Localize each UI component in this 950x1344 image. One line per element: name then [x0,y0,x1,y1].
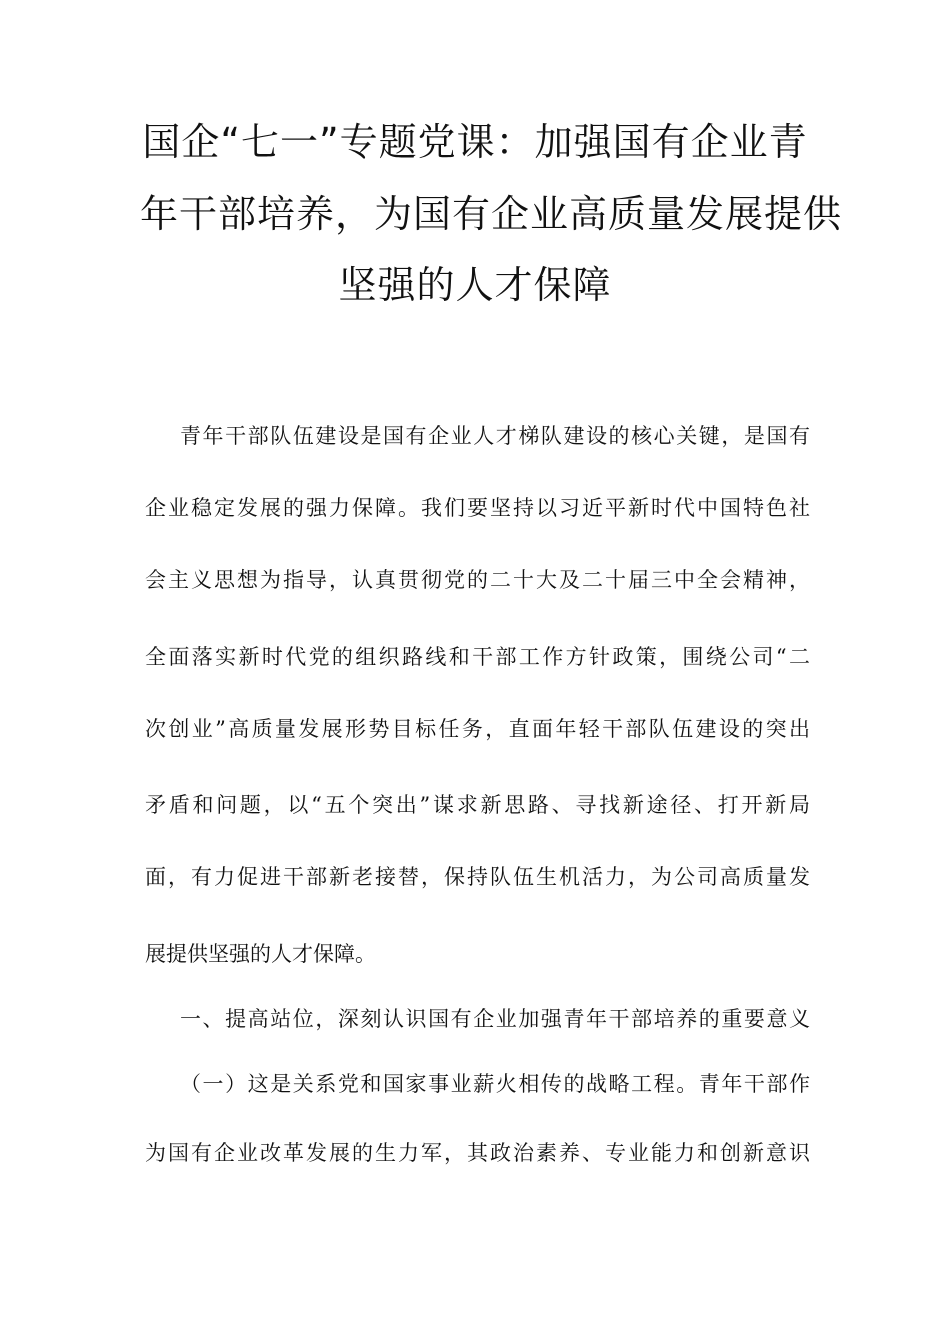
intro-line: 次创业”高质量发展形势目标任务，直面年轻干部队伍建设的突出 [145,717,810,741]
section-line: （一）这是关系党和国家事业薪火相传的战略工程。青年干部作 [180,1072,810,1096]
intro-line: 面，有力促进干部新老接替，保持队伍生机活力，为公司高质量发 [145,865,810,889]
intro-line: 青年干部队伍建设是国有企业人才梯队建设的核心关键，是国有 [180,424,810,448]
title-line-1: 国企“七一”专题党课：加强国有企业青 [142,120,808,164]
intro-line: 会主义思想为指导，认真贯彻党的二十大及二十届三中全会精神， [145,568,810,592]
intro-line: 全面落实新时代党的组织路线和干部工作方针政策，围绕公司“二 [145,645,810,669]
intro-line: 企业稳定发展的强力保障。我们要坚持以习近平新时代中国特色社 [145,496,810,520]
title-line-3: 坚强的人才保障 [338,263,612,307]
section-line: 为国有企业改革发展的生力军，其政治素养、专业能力和创新意识 [145,1141,810,1165]
intro-line: 矛盾和问题，以“五个突出”谋求新思路、寻找新途径、打开新局 [145,793,810,817]
section-heading: 一、提高站位，深刻认识国有企业加强青年干部培养的重要意义 [180,1007,810,1031]
intro-line-last: 展提供坚强的人才保障。 [145,942,376,966]
title-line-2: 年干部培养，为国有企业高质量发展提供 [140,192,843,236]
